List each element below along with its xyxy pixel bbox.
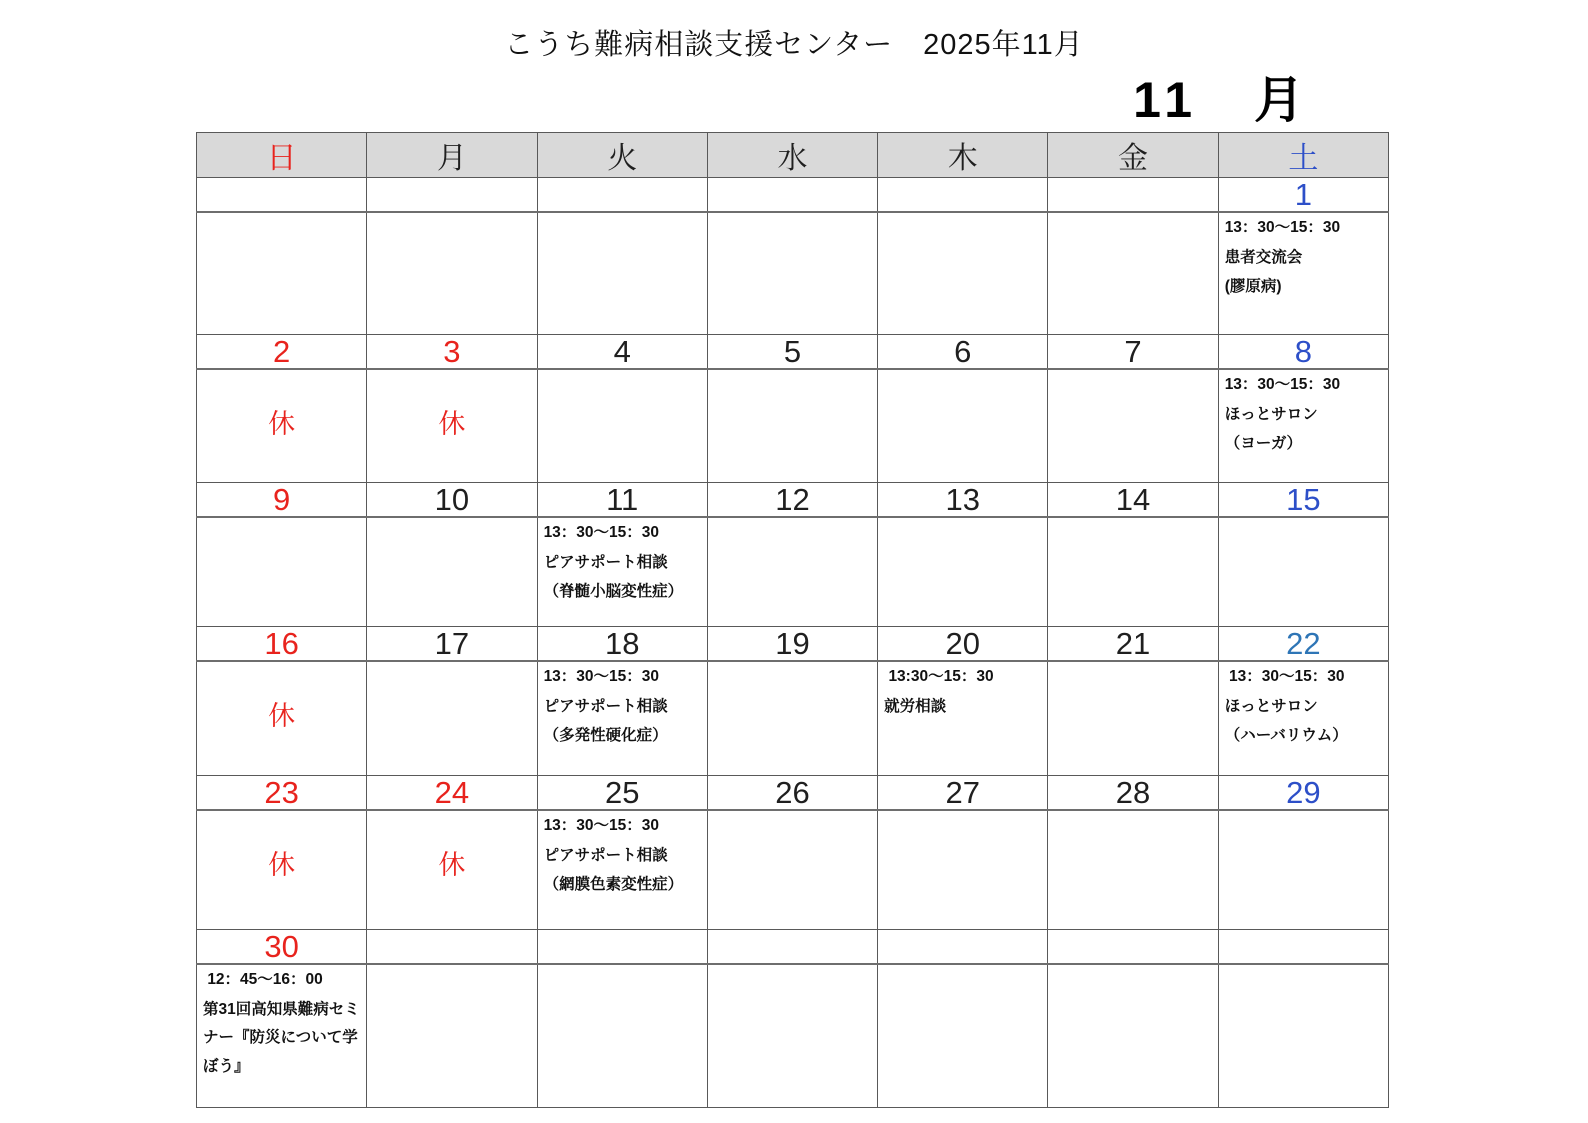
event-cell (878, 212, 1048, 335)
date-number: 23 (264, 775, 299, 810)
date-cell (537, 178, 707, 213)
date-cell (367, 483, 537, 518)
week-3-event-row (197, 517, 1389, 627)
weekday-header-5: 金 (1048, 133, 1218, 178)
holiday-label: 休 (268, 850, 296, 880)
event-text: 第31回高知県難病セミナー『防災について学ぼう』 (203, 1000, 360, 1075)
event-text: （ヨーガ） (1224, 435, 1303, 452)
event-cell (707, 212, 877, 335)
date-cell (1218, 627, 1388, 662)
calendar-body (197, 178, 1389, 1108)
event-cell (537, 212, 707, 335)
date-cell (1048, 335, 1218, 370)
date-number: 18 (604, 626, 640, 661)
date-cell (367, 335, 537, 370)
date-number: 15 (1286, 482, 1321, 517)
date-number: 3 (443, 334, 461, 369)
date-cell (878, 627, 1048, 662)
date-cell (878, 178, 1048, 213)
date-cell (707, 776, 877, 811)
event-text: （多発性硬化症） (543, 727, 668, 744)
date-number: 16 (264, 626, 299, 661)
event-text: 13：30～15：30 (1224, 219, 1341, 236)
event-cell (1048, 810, 1218, 930)
event-cell (1048, 517, 1218, 627)
calendar-header (197, 133, 1389, 178)
week-4-date-row (197, 627, 1389, 662)
event-cell (878, 517, 1048, 627)
date-number: 29 (1286, 775, 1321, 810)
event-cell (1218, 661, 1388, 776)
event-cell (1218, 517, 1388, 627)
event-cell (367, 964, 537, 1108)
event-text: ピアサポート相談 (543, 553, 668, 571)
week-2-event-row (197, 369, 1389, 483)
event-cell (878, 964, 1048, 1108)
date-cell (197, 627, 367, 662)
event-text: (膠原病) (1224, 278, 1282, 295)
event-cell (367, 661, 537, 776)
week-5-event-row (197, 810, 1389, 930)
week-6-date-row (197, 930, 1389, 965)
date-cell (878, 776, 1048, 811)
date-cell (707, 335, 877, 370)
event-text: ほっとサロン (1224, 697, 1318, 715)
date-number: 4 (613, 334, 631, 369)
date-cell (197, 483, 367, 518)
date-cell (367, 776, 537, 811)
event-cell (537, 369, 707, 483)
date-number: 5 (783, 334, 802, 369)
event-text: 13：30～15：30 (1224, 668, 1345, 685)
event-cell (367, 810, 537, 930)
event-text: ピアサポート相談 (543, 846, 668, 864)
event-text: （網膜色素変性症） (543, 876, 684, 893)
event-cell (537, 964, 707, 1108)
event-text: 13：30～15：30 (543, 524, 660, 541)
event-cell (707, 810, 877, 930)
weekday-header-row (197, 133, 1389, 178)
date-cell (1218, 776, 1388, 811)
event-cell (197, 369, 367, 483)
event-cell (537, 661, 707, 776)
week-5-date-row (197, 776, 1389, 811)
date-number: 21 (1115, 626, 1151, 661)
date-number: 8 (1294, 334, 1312, 369)
event-text: （ハーバリウム） (1224, 727, 1348, 744)
weekday-header-0: 日 (197, 133, 367, 178)
event-cell (367, 212, 537, 335)
date-number: 11 (606, 482, 639, 517)
date-cell (707, 627, 877, 662)
date-number: 25 (604, 775, 640, 810)
event-text: 12：45～16：00 (203, 971, 323, 988)
date-cell (1048, 178, 1218, 213)
date-cell (1048, 776, 1218, 811)
date-cell (1048, 627, 1218, 662)
event-cell (1048, 964, 1218, 1108)
date-cell (1218, 930, 1388, 965)
event-cell (878, 810, 1048, 930)
weekday-header-6: 土 (1218, 133, 1388, 178)
date-cell (1218, 483, 1388, 518)
date-number: 28 (1115, 775, 1151, 810)
date-number: 12 (775, 482, 810, 517)
event-cell (1218, 810, 1388, 930)
event-cell (367, 369, 537, 483)
date-cell (537, 627, 707, 662)
event-cell (197, 661, 367, 776)
date-cell (197, 335, 367, 370)
holiday-label: 休 (438, 850, 466, 880)
date-number: 2 (273, 334, 291, 369)
event-cell (707, 964, 877, 1108)
date-number: 30 (264, 929, 299, 964)
date-number: 19 (775, 626, 810, 661)
event-text: 就労相談 (884, 697, 947, 715)
event-cell (707, 517, 877, 627)
date-cell (537, 776, 707, 811)
date-cell (707, 930, 877, 965)
date-number: 9 (273, 482, 291, 517)
event-cell (707, 661, 877, 776)
event-cell (878, 661, 1048, 776)
weekday-header-3: 水 (707, 133, 877, 178)
month-heading: 11 月 (1133, 72, 1310, 128)
date-number: 7 (1124, 334, 1142, 369)
date-cell (197, 776, 367, 811)
holiday-label: 休 (438, 409, 466, 439)
week-6-event-row (197, 964, 1389, 1108)
date-cell (367, 178, 537, 213)
event-cell (197, 517, 367, 627)
date-number: 13 (945, 482, 980, 517)
date-number: 24 (434, 775, 470, 810)
weekday-header-1: 月 (367, 133, 537, 178)
event-text: 13:30～15：30 (884, 668, 994, 685)
week-3-date-row (197, 483, 1389, 518)
event-cell (537, 810, 707, 930)
date-cell (1048, 483, 1218, 518)
date-cell (197, 178, 367, 213)
event-cell (197, 212, 367, 335)
date-number: 6 (954, 334, 972, 369)
event-text: 13：30～15：30 (543, 817, 660, 834)
date-cell (878, 335, 1048, 370)
holiday-label: 休 (268, 701, 296, 731)
date-cell (537, 483, 707, 518)
page-title: こうち難病相談支援センター 2025年11月 (504, 29, 1084, 61)
event-cell (878, 369, 1048, 483)
event-cell (707, 369, 877, 483)
date-number: 20 (945, 626, 980, 661)
date-number: 10 (434, 482, 470, 517)
holiday-label: 休 (268, 409, 296, 439)
event-cell (1218, 369, 1388, 483)
weekday-header-2: 火 (537, 133, 707, 178)
date-number: 14 (1115, 482, 1151, 517)
date-cell (367, 930, 537, 965)
date-number: 22 (1286, 626, 1321, 661)
date-cell (197, 930, 367, 965)
date-cell (367, 627, 537, 662)
date-number: 27 (945, 775, 980, 810)
event-cell (1048, 212, 1218, 335)
event-cell (1218, 964, 1388, 1108)
date-cell (1218, 335, 1388, 370)
event-text: ほっとサロン (1224, 405, 1318, 423)
week-2-date-row (197, 335, 1389, 370)
weekday-header-4: 木 (878, 133, 1048, 178)
event-cell (1218, 212, 1388, 335)
date-cell (1048, 930, 1218, 965)
event-text: 患者交流会 (1224, 248, 1303, 266)
date-cell (537, 930, 707, 965)
week-1-date-row (197, 178, 1389, 213)
date-cell (707, 178, 877, 213)
date-cell (878, 483, 1048, 518)
calendar-table (196, 132, 1389, 1108)
date-cell (537, 335, 707, 370)
week-4-event-row (197, 661, 1389, 776)
event-cell (197, 964, 367, 1108)
week-1-event-row (197, 212, 1389, 335)
event-text: （脊髄小脳変性症） (543, 583, 684, 600)
event-cell (537, 517, 707, 627)
event-text: ピアサポート相談 (543, 697, 668, 715)
date-cell (1218, 178, 1388, 213)
event-cell (1048, 661, 1218, 776)
event-cell (367, 517, 537, 627)
date-number: 1 (1294, 177, 1312, 212)
event-text: 13：30～15：30 (1224, 376, 1341, 393)
event-cell (1048, 369, 1218, 483)
date-cell (707, 483, 877, 518)
date-number: 17 (434, 626, 470, 661)
event-text: 13：30～15：30 (543, 668, 660, 685)
date-cell (878, 930, 1048, 965)
date-number: 26 (775, 775, 810, 810)
event-cell (197, 810, 367, 930)
